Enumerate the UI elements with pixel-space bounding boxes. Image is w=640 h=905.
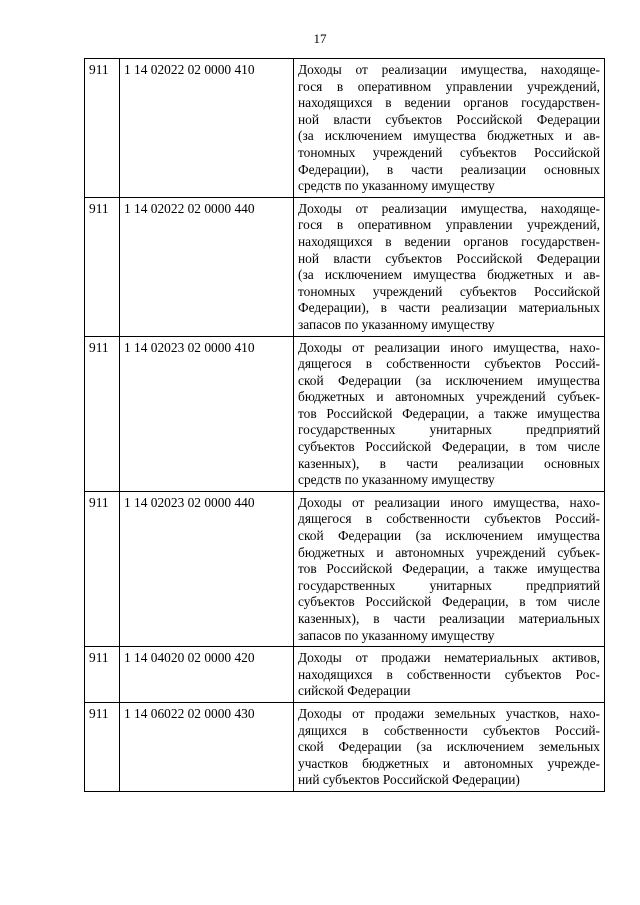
description-line: ской Федерации (за исключением имущества [298, 528, 600, 544]
description-line: тов Российской Федерации, а также имущества [298, 561, 600, 577]
description-line: дящегося в собственности субъектов Россий- [298, 511, 600, 527]
revenue-codes-table [84, 58, 605, 792]
description-line: Доходы от реализации имущества, находяще- [298, 62, 600, 77]
description-line: Доходы от реализации иного имущества, нахо- [298, 339, 600, 355]
admin-code-cell: 911 [85, 59, 120, 198]
description-line: казенных), в части реализации материальных [298, 611, 600, 626]
revenue-description-cell [294, 702, 605, 791]
description-line: ной власти субъектов Российской Федерации [298, 111, 600, 127]
description-line: Доходы от реализации имущества, находяще- [298, 200, 600, 216]
description-line: (за исключением имущества бюджетных и ав- [298, 267, 600, 283]
description-line: субъектов Российской Федерации, в том числе [298, 594, 600, 610]
description-line: Доходы от продажи земельных участков, нахо- [298, 705, 600, 721]
description-line: находящихся в собственности субъектов Рос- [298, 666, 600, 682]
description-line: запасов по указанному имуществу [298, 316, 495, 332]
description-line: Федерации), в части реализации материальных [298, 300, 600, 316]
description-line: гося в оперативном управлении учреждений, [298, 78, 600, 94]
budget-classification-code-cell: 1 14 04020 02 0000 420 [120, 647, 294, 703]
description-line: дящихся в собственности субъектов Россий- [298, 722, 600, 738]
description-line: участков бюджетных и автономных учрежде- [298, 755, 600, 771]
description-line: Доходы от продажи нематериальных активов, [298, 650, 600, 666]
table-row [85, 59, 605, 198]
description-line: ской Федерации (за исключением имущества [298, 372, 600, 388]
admin-code-cell: 911 [85, 491, 120, 646]
budget-classification-code-cell: 1 14 06022 02 0000 430 [120, 702, 294, 791]
admin-code-cell: 911 [85, 702, 120, 791]
table-row [85, 336, 605, 491]
budget-classification-code-cell: 1 14 02023 02 0000 440 [120, 491, 294, 646]
description-line: субъектов Российской Федерации, в том числе [298, 439, 600, 455]
description-line: ний субъектов Российской Федерации) [298, 772, 520, 788]
description-line: Доходы от реализации иного имущества, нахо- [298, 494, 600, 510]
admin-code-cell: 911 [85, 647, 120, 703]
description-line: бюджетных и автономных учреждений субъек- [298, 544, 600, 560]
description-line: тономных учреждений субъектов Российской [298, 144, 600, 160]
description-line: бюджетных и автономных учреждений субъек- [298, 389, 600, 405]
admin-code-cell: 911 [85, 197, 120, 336]
description-line: средств по указанному имуществу [298, 472, 495, 488]
revenue-description-cell [294, 59, 605, 198]
description-line: тов Российской Федерации, а также имущества [298, 405, 600, 421]
description-line: находящихся в ведении органов государствен- [298, 233, 600, 249]
description-line: Федерации), в части реализации основных [298, 161, 600, 177]
description-line: тономных учреждений субъектов Российской [298, 283, 600, 299]
revenue-description-cell [294, 491, 605, 646]
table-row [85, 491, 605, 646]
revenue-description-cell [294, 336, 605, 491]
table-row [85, 647, 605, 703]
description-line: находящихся в ведении органов государствен- [298, 95, 600, 111]
budget-classification-code-cell: 1 14 02023 02 0000 410 [120, 336, 294, 491]
description-line: (за исключением имущества бюджетных и ав- [298, 128, 600, 144]
description-line: средств по указанному имуществу [298, 178, 495, 194]
table-row [85, 197, 605, 336]
description-line: гося в оперативном управлении учреждений, [298, 217, 600, 233]
description-line: ской Федерации (за исключением земельных [298, 739, 600, 755]
description-line: дящегося в собственности субъектов Россий- [298, 356, 600, 372]
description-line: ной власти субъектов Российской Федерации [298, 250, 600, 266]
description-line: государственных унитарных предприятий [298, 422, 600, 438]
description-line: казенных), в части реализации основных [298, 455, 600, 471]
revenue-description-cell [294, 647, 605, 703]
admin-code-cell: 911 [85, 336, 120, 491]
budget-classification-code-cell: 1 14 02022 02 0000 410 [120, 59, 294, 198]
description-line: сийской Федерации [298, 683, 411, 699]
budget-classification-code-cell: 1 14 02022 02 0000 440 [120, 197, 294, 336]
page-number: 17 [313, 31, 327, 46]
description-line: запасов по указанному имуществу [298, 627, 495, 643]
revenue-description-cell [294, 197, 605, 336]
table-body [85, 59, 605, 792]
description-line: государственных унитарных предприятий [298, 577, 600, 593]
table-row [85, 702, 605, 791]
